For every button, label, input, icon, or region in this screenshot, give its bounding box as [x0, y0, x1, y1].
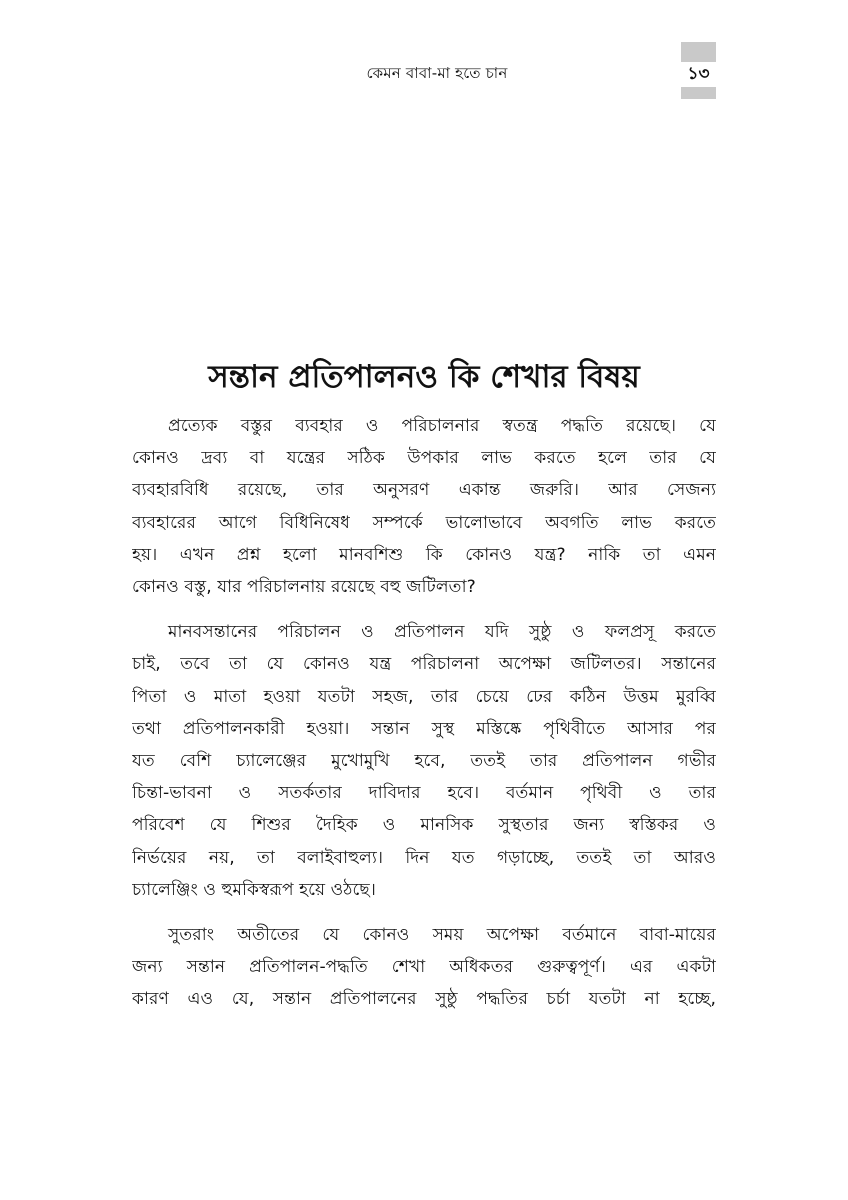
running-book-title: কেমন বাবা-মা হতে চান [366, 64, 508, 82]
paragraph-line: কোনও বস্তু, যার পরিচালনায় রয়েছে বহু জটিলতা? [132, 577, 476, 598]
paragraph-line: মানবসন্তানের পরিচালন ও প্রতিপালন যদি সুষ্ঠু ও ফলপ্রসূ করতে [168, 622, 716, 643]
paragraph-1 [132, 410, 716, 603]
body-text [132, 410, 716, 1029]
page-number: ১৩ [687, 64, 710, 84]
paragraph-line: প্রত্যেক বস্তুর ব্যবহার ও পরিচালনার স্বতন্ত্র পদ্ধতি রয়েছে। যে [168, 416, 716, 436]
paragraph-line: চাই, তবে তা যে কোনও যন্ত্র পরিচালনা অপেক্ষা জটিলতর। সন্তানের [132, 654, 716, 675]
paragraph-line: তথা প্রতিপালনকারী হওয়া। সন্তান সুস্থ মস্তিষ্কে পৃথিবীতে আসার পর [132, 718, 716, 739]
paragraph-line: ব্যবহারের আগে বিধিনিষেধ সম্পর্কে ভালোভাবে অবগতি লাভ করতে [132, 512, 716, 533]
paragraph-line: যত বেশি চ্যালেঞ্জের মুখোমুখি হবে, ততই তার প্রতিপালন গভীর [132, 751, 716, 772]
paragraph-line: জন্য সন্তান প্রতিপালন-পদ্ধতি শেখা অধিকতর গুরুত্বপূর্ণ। এর একটা [132, 957, 716, 978]
paragraph-line: ব্যবহারবিধি রয়েছে, তার অনুসরণ একান্ত জরুরি। আর সেজন্য [132, 480, 716, 501]
paragraph-line: সুতরাং অতীতের যে কোনও সময় অপেক্ষা বর্তমানে বাবা-মায়ের [168, 925, 716, 946]
paragraph-line: কোনও দ্রব্য বা যন্ত্রের সঠিক উপকার লাভ করতে হলে তার যে [132, 448, 716, 469]
running-header [0, 60, 848, 90]
paragraph-3 [132, 919, 716, 1016]
paragraph-2 [132, 616, 716, 906]
paragraph-line: চিন্তা-ভাবনা ও সতর্কতার দাবিদার হবে। বর্তমান পৃথিবী ও তার [132, 783, 716, 804]
chapter-title: সন্তান প্রতিপালনও কি শেখার বিষয় [208, 358, 640, 395]
page-number-tab-top [681, 42, 716, 62]
paragraph-line: কারণ এও যে, সন্তান প্রতিপালনের সুষ্ঠু পদ্ধতির চর্চা যতটা না হচ্ছে, [132, 989, 716, 1010]
paragraph-line: পিতা ও মাতা হওয়া যতটা সহজ, তার চেয়ে ঢের কঠিন উত্তম মুরব্বি [132, 686, 716, 707]
paragraph-line: নির্ভয়ের নয়, তা বলাইবাহুল্য। দিন যত গড়াচ্ছে, ততই তা আরও [132, 847, 716, 868]
paragraph-line: চ্যালেঞ্জিং ও হুমকিস্বরূপ হয়ে ওঠছে। [132, 879, 376, 900]
paragraph-line: পরিবেশ যে শিশুর দৈহিক ও মানসিক সুস্থতার জন্য স্বস্তিকর ও [132, 815, 716, 836]
page-number-tab-bottom [681, 87, 716, 99]
paragraph-line: হয়। এখন প্রশ্ন হলো মানবশিশু কি কোনও যন্ত্র? নাকি তা এমন [132, 544, 716, 565]
